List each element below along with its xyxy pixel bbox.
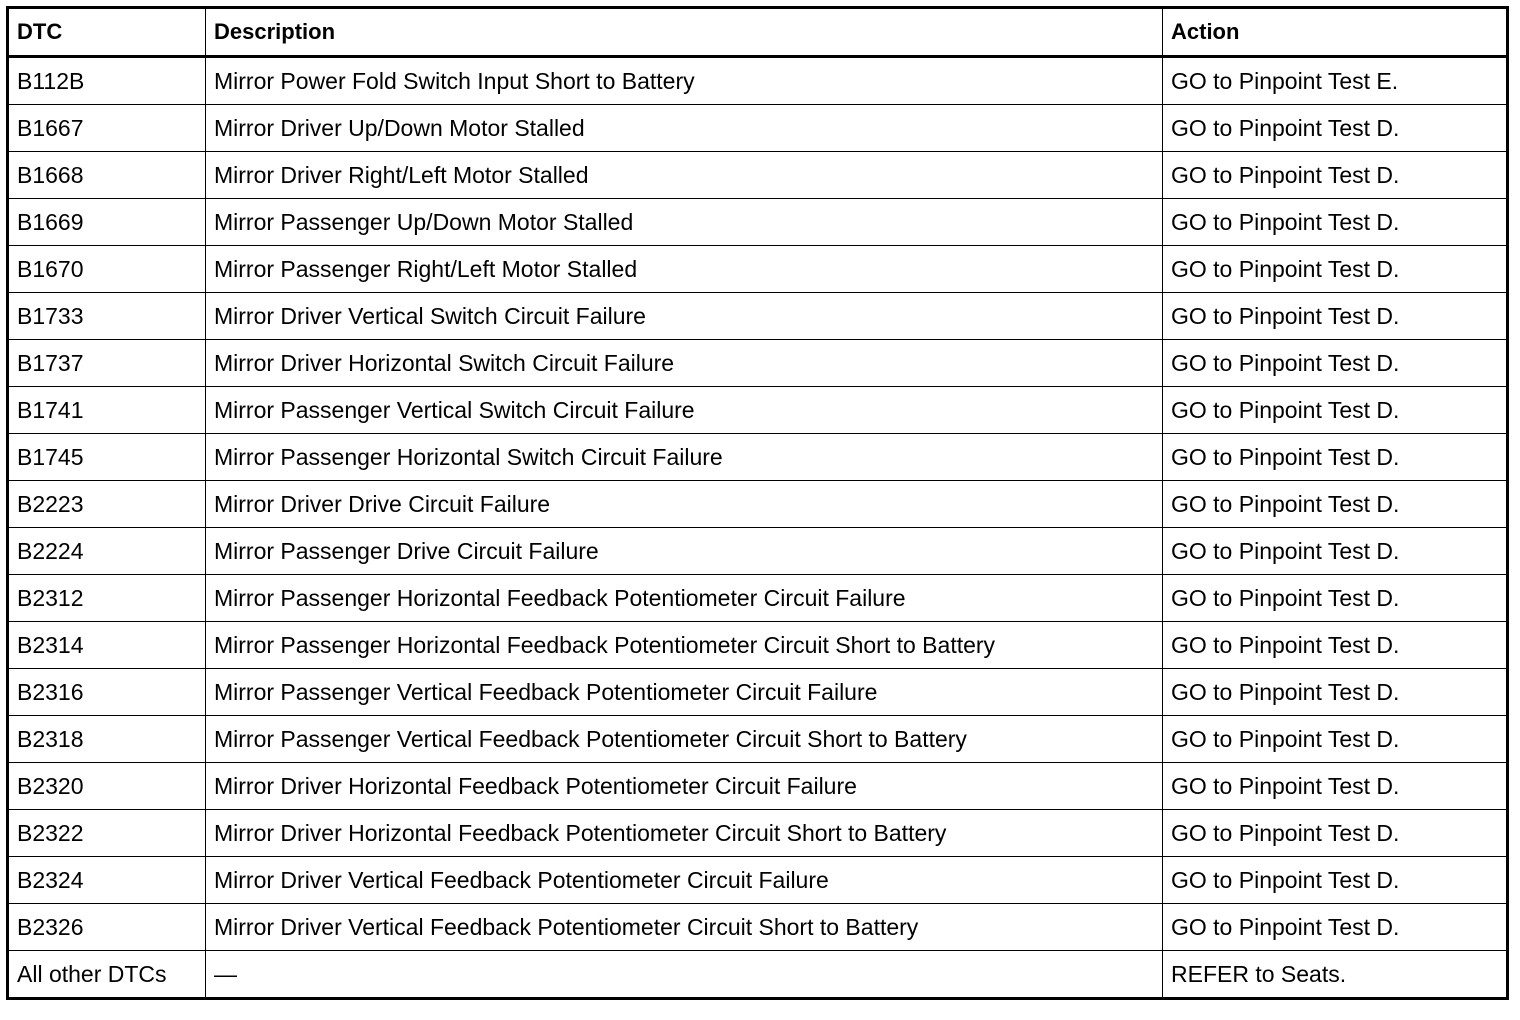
action-cell: GO to Pinpoint Test D. (1163, 528, 1508, 575)
description-cell: Mirror Driver Vertical Switch Circuit Failure (206, 293, 1163, 340)
description-cell: Mirror Passenger Vertical Feedback Potentiometer Circuit Short to Battery (206, 716, 1163, 763)
table-row (8, 434, 1508, 481)
dtc-cell: B1668 (8, 152, 206, 199)
dtc-cell: B1733 (8, 293, 206, 340)
action-cell: GO to Pinpoint Test D. (1163, 152, 1508, 199)
action-cell: GO to Pinpoint Test D. (1163, 199, 1508, 246)
action-cell: REFER to Seats. (1163, 951, 1508, 999)
action-cell: GO to Pinpoint Test D. (1163, 904, 1508, 951)
header-dtc: DTC (8, 8, 206, 57)
description-cell: Mirror Passenger Up/Down Motor Stalled (206, 199, 1163, 246)
dtc-cell: B2322 (8, 810, 206, 857)
action-cell: GO to Pinpoint Test D. (1163, 716, 1508, 763)
table-row (8, 293, 1508, 340)
table-row (8, 387, 1508, 434)
table-row (8, 528, 1508, 575)
action-cell: GO to Pinpoint Test D. (1163, 246, 1508, 293)
table-row (8, 340, 1508, 387)
table-row (8, 810, 1508, 857)
table-row (8, 199, 1508, 246)
dtc-cell: B1741 (8, 387, 206, 434)
description-cell: Mirror Passenger Horizontal Switch Circuit Failure (206, 434, 1163, 481)
table-row (8, 575, 1508, 622)
dtc-cell: B2316 (8, 669, 206, 716)
action-cell: GO to Pinpoint Test D. (1163, 340, 1508, 387)
dtc-cell: B2326 (8, 904, 206, 951)
dtc-cell: B2324 (8, 857, 206, 904)
table-row (8, 246, 1508, 293)
dtc-cell: All other DTCs (8, 951, 206, 999)
description-cell: Mirror Power Fold Switch Input Short to Battery (206, 57, 1163, 105)
table-row (8, 716, 1508, 763)
dtc-cell: B1670 (8, 246, 206, 293)
table-row (8, 105, 1508, 152)
description-cell: Mirror Driver Drive Circuit Failure (206, 481, 1163, 528)
description-cell: Mirror Passenger Drive Circuit Failure (206, 528, 1163, 575)
description-cell: Mirror Driver Horizontal Switch Circuit Failure (206, 340, 1163, 387)
action-cell: GO to Pinpoint Test D. (1163, 763, 1508, 810)
dtc-cell: B2223 (8, 481, 206, 528)
action-cell: GO to Pinpoint Test D. (1163, 810, 1508, 857)
dtc-cell: B1667 (8, 105, 206, 152)
header-row (8, 8, 1508, 57)
description-cell: Mirror Driver Horizontal Feedback Potentiometer Circuit Failure (206, 763, 1163, 810)
table-row (8, 857, 1508, 904)
table-row (8, 57, 1508, 105)
dtc-cell: B2318 (8, 716, 206, 763)
description-cell: Mirror Driver Horizontal Feedback Potentiometer Circuit Short to Battery (206, 810, 1163, 857)
action-cell: GO to Pinpoint Test D. (1163, 434, 1508, 481)
dtc-cell: B112B (8, 57, 206, 105)
action-cell: GO to Pinpoint Test E. (1163, 57, 1508, 105)
action-cell: GO to Pinpoint Test D. (1163, 293, 1508, 340)
description-cell: Mirror Passenger Right/Left Motor Stalled (206, 246, 1163, 293)
action-cell: GO to Pinpoint Test D. (1163, 622, 1508, 669)
description-cell: Mirror Passenger Vertical Feedback Potentiometer Circuit Failure (206, 669, 1163, 716)
action-cell: GO to Pinpoint Test D. (1163, 481, 1508, 528)
description-cell: Mirror Driver Vertical Feedback Potentiometer Circuit Short to Battery (206, 904, 1163, 951)
dtc-cell: B2312 (8, 575, 206, 622)
table-row (8, 622, 1508, 669)
description-cell: Mirror Passenger Vertical Switch Circuit Failure (206, 387, 1163, 434)
dtc-table (6, 6, 1509, 1000)
action-cell: GO to Pinpoint Test D. (1163, 669, 1508, 716)
header-description: Description (206, 8, 1163, 57)
dtc-cell: B2320 (8, 763, 206, 810)
table-row (8, 481, 1508, 528)
dtc-cell: B2224 (8, 528, 206, 575)
table-header (8, 8, 1508, 57)
description-cell: Mirror Passenger Horizontal Feedback Potentiometer Circuit Short to Battery (206, 622, 1163, 669)
table-row (8, 669, 1508, 716)
table-row (8, 951, 1508, 999)
dtc-cell: B1737 (8, 340, 206, 387)
description-cell: Mirror Driver Right/Left Motor Stalled (206, 152, 1163, 199)
action-cell: GO to Pinpoint Test D. (1163, 105, 1508, 152)
table-row (8, 152, 1508, 199)
table-row (8, 763, 1508, 810)
header-action: Action (1163, 8, 1508, 57)
description-cell: — (206, 951, 1163, 999)
dtc-cell: B2314 (8, 622, 206, 669)
table-body (8, 57, 1508, 999)
action-cell: GO to Pinpoint Test D. (1163, 857, 1508, 904)
description-cell: Mirror Driver Up/Down Motor Stalled (206, 105, 1163, 152)
dtc-cell: B1745 (8, 434, 206, 481)
action-cell: GO to Pinpoint Test D. (1163, 387, 1508, 434)
dtc-cell: B1669 (8, 199, 206, 246)
description-cell: Mirror Passenger Horizontal Feedback Potentiometer Circuit Failure (206, 575, 1163, 622)
description-cell: Mirror Driver Vertical Feedback Potentiometer Circuit Failure (206, 857, 1163, 904)
action-cell: GO to Pinpoint Test D. (1163, 575, 1508, 622)
table-row (8, 904, 1508, 951)
